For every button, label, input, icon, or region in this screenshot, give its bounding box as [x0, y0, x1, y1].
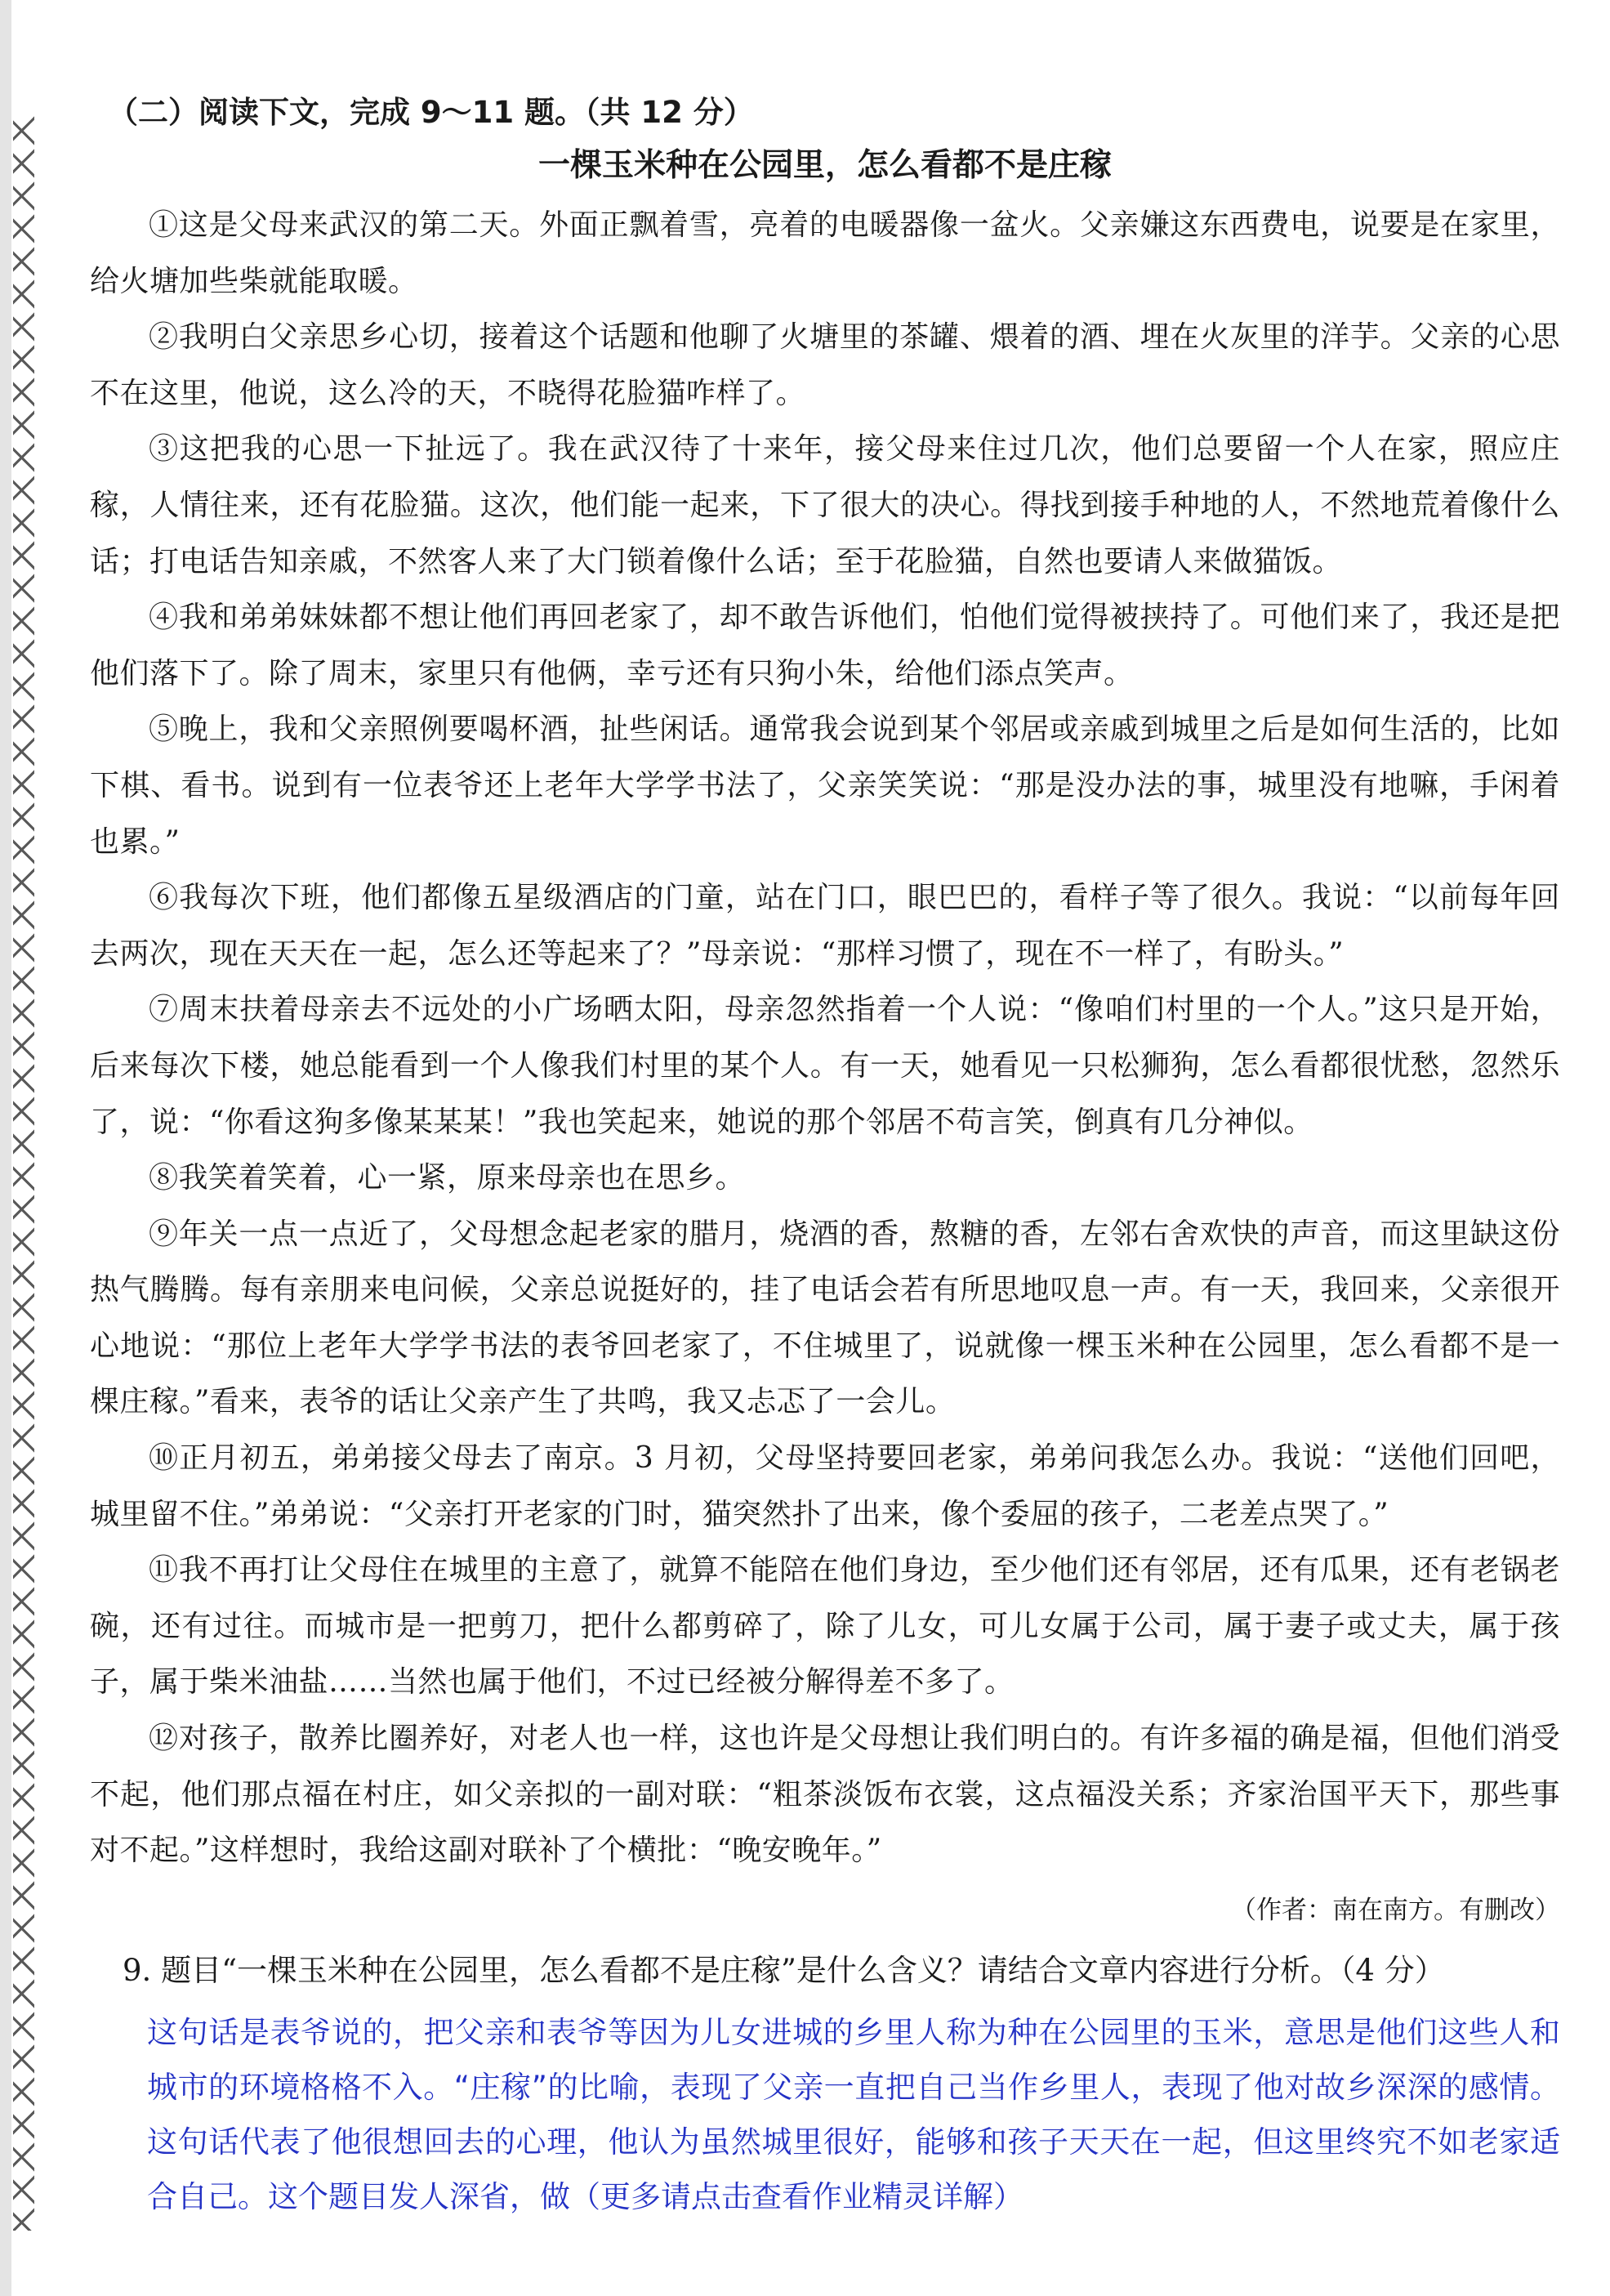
paragraph-4: ④我和弟弟妹妹都不想让他们再回老家了，却不敢告诉他们，怕他们觉得被挟持了。可他们来了，我还是把他们落下了。除了周末，家里只有他俩，幸亏还有只狗小朱，给他们添点笑声。 [90, 601, 1560, 690]
article-title: 一棵玉米种在公园里，怎么看都不是庄稼 [537, 147, 1112, 184]
page-edge [0, 0, 11, 2296]
paragraph-2: ②我明白父亲思乡心切，接着这个话题和他聊了火塘里的茶罐、煨着的酒、埋在火灰里的洋芋。父亲的心思不在这里，他说，这么冷的天，不晓得花脸猫咋样了。 [90, 320, 1560, 410]
source-note: （作者：南在南方。有删改） [1231, 1895, 1560, 1925]
paragraph-8: ⑧我笑着笑着，心一紧，原来母亲也在思乡。 [149, 1161, 746, 1195]
document-body [90, 90, 1560, 2224]
paragraph-10: ⑩正月初五，弟弟接父母去了南京。3 月初，父母坚持要回老家，弟弟问我怎么办。我说：“送他们回吧，城里留不住。”弟弟说：“父亲打开老家的门时，猫突然扑了出来，像个委屈的孩子，二老差点哭了。” [90, 1441, 1560, 1531]
paragraph-7: ⑦周末扶着母亲去不远处的小广场晒太阳，母亲忽然指着一个人说：“像咱们村里的一个人。”这只是开始，后来每次下楼，她总能看到一个人像我们村里的某个人。有一天，她看见一只松狮狗，怎么看都很忧愁，忽然乐了，说：“你看这狗多像某某某！”我也笑起来，她说的那个邻居不苟言笑，倒真有几分神似。 [90, 993, 1560, 1139]
section-heading: （二）阅读下文，完成 9～11 题。（共 12 分） [108, 95, 754, 130]
paragraph-6: ⑥我每次下班，他们都像五星级酒店的门童，站在门口，眼巴巴的，看样子等了很久。我说：“以前每年回去两次，现在天天在一起，怎么还等起来了？”母亲说：“那样习惯了，现在不一样了，有盼头。” [90, 881, 1560, 971]
paragraph-9: ⑨年关一点一点近了，父母想念起老家的腊月，烧酒的香，熬糖的香，左邻右舍欢快的声音，而这里缺这份热气腾腾。每有亲朋来电问候，父亲总说挺好的，挂了电话会若有所思地叹息一声。有一天，我回来，父亲很开心地说：“那位上老年大学学书法的表爷回老家了，不住城里了，说就像一棵玉米种在公园里，怎么看都不是一棵庄稼。”看来，表爷的话让父亲产生了共鸣，我又忐忑了一会儿。 [90, 1217, 1560, 1419]
question-9: 9. 题目“一棵玉米种在公园里，怎么看都不是庄稼”是什么含义？请结合文章内容进行分析。（4 分） [123, 1952, 1445, 1988]
answer-text: 这句话是表爷说的，把父亲和表爷等因为儿女进城的乡里人称为种在公园里的玉米，意思是他们这些人和城市的环境格格不入。“庄稼”的比喻，表现了父亲一直把自己当作乡里人，表现了他对故乡深深的感情。这句话代表了他很想回去的心理，他认为虽然城里很好，能够和孩子天天在一起，但这里终究不如老家适合自己。这个题目发人深省，做（更多请点击查看作业精灵详解） [147, 2014, 1560, 2214]
paragraph-1: ①这是父母来武汉的第二天。外面正飘着雪，亮着的电暖器像一盆火。父亲嫌这东西费电，说要是在家里，给火塘加些柴就能取暖。 [90, 208, 1560, 298]
paragraph-11: ⑪我不再打让父母住在城里的主意了，就算不能陪在他们身边，至少他们还有邻居，还有瓜果，还有老锅老碗，还有过往。而城市是一把剪刀，把什么都剪碎了，除了儿女，可儿女属于公司，属于妻子或丈夫，属于孩子，属于柴米油盐……当然也属于他们，不过已经被分解得差不多了。 [90, 1553, 1560, 1700]
paragraph-5: ⑤晚上，我和父亲照例要喝杯酒，扯些闲话。通常我会说到某个邻居或亲戚到城里之后是如何生活的，比如下棋、看书。说到有一位表爷还上老年大学学书法了，父亲笑笑说：“那是没办法的事，城里没有地嘛，手闲着也累。” [90, 712, 1560, 859]
paragraph-3: ③这把我的心思一下扯远了。我在武汉待了十来年，接父母来住过几次，他们总要留一个人在家，照应庄稼，人情往来，还有花脸猫。这次，他们能一起来，下了很大的决心。得找到接手种地的人，不然地荒着像什么话；打电话告知亲戚，不然客人来了大门锁着像什么话；至于花脸猫，自然也要请人来做猫饭。 [90, 432, 1560, 578]
binding-edge-decoration [13, 114, 34, 2231]
paragraph-12: ⑫对孩子，散养比圈养好，对老人也一样，这也许是父母想让我们明白的。有许多福的确是福，但他们消受不起，他们那点福在村庄，如父亲拟的一副对联：“粗茶淡饭布衣裳，这点福没关系；齐家治国平天下，那些事对不起。”这样想时，我给这副对联补了个横批：“晚安晚年。” [90, 1722, 1560, 1868]
